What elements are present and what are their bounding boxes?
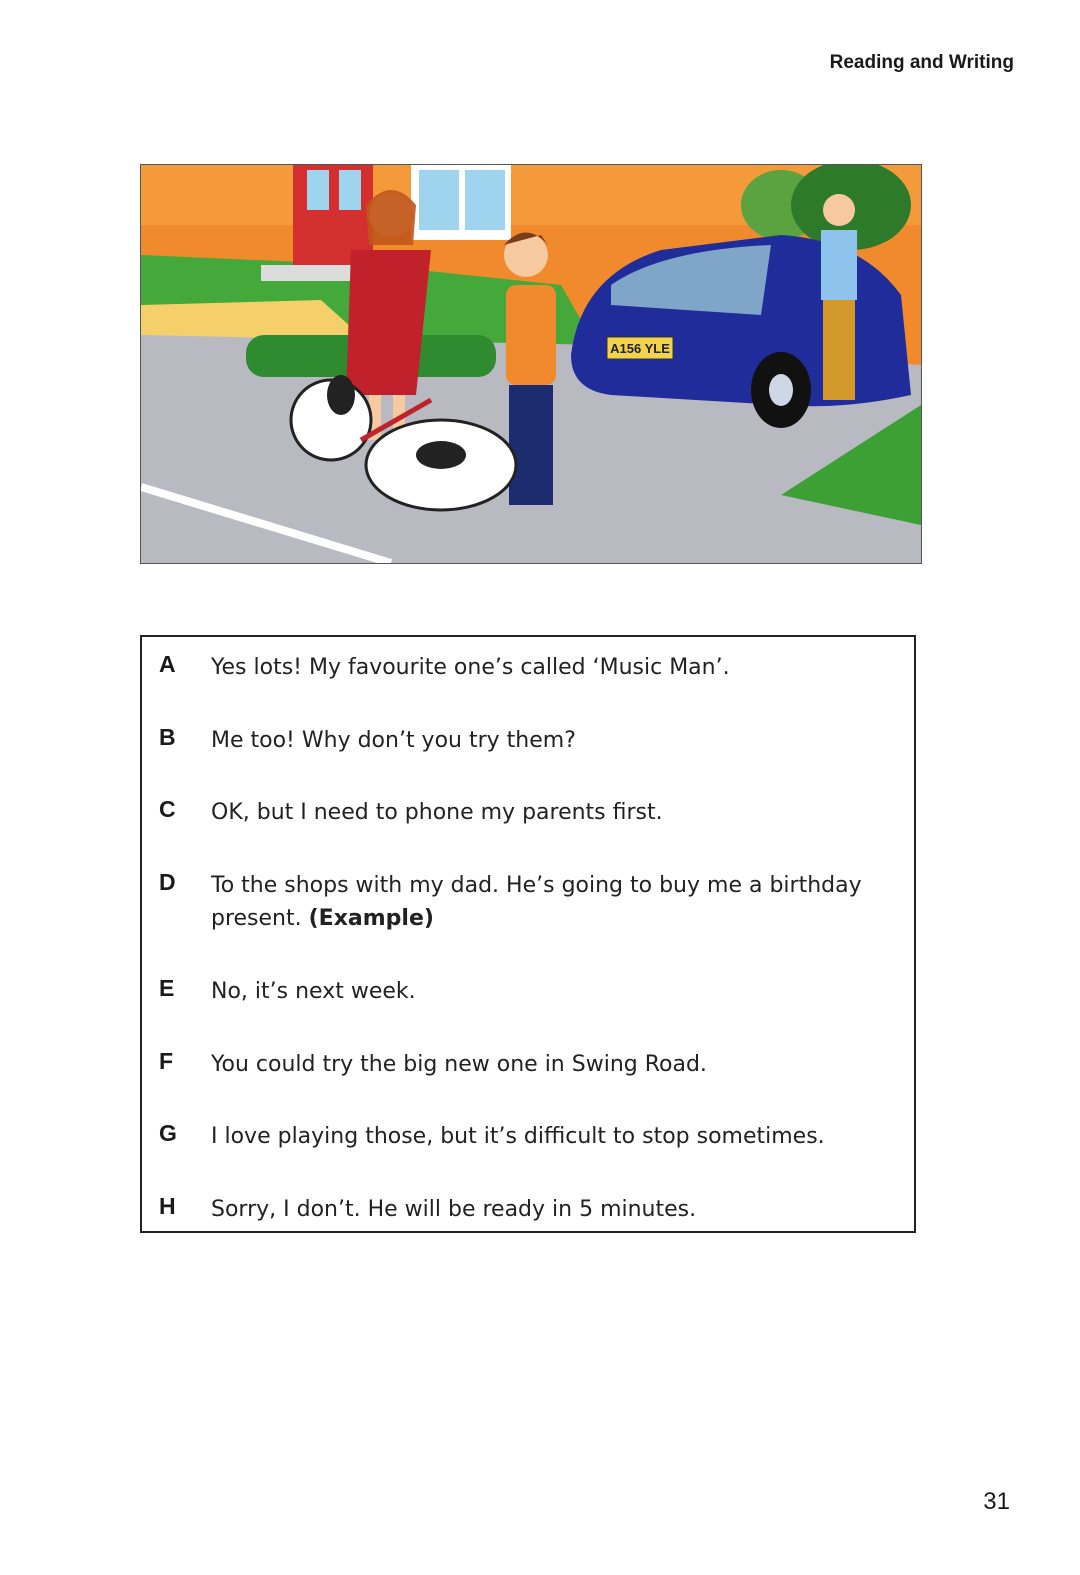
answer-letter: C xyxy=(159,796,176,822)
answer-text: Me too! Why don’t you try them? xyxy=(211,728,576,753)
answer-text: No, it’s next week. xyxy=(211,979,416,1004)
answer-letter: F xyxy=(159,1048,174,1074)
answer-text-body: To the shops with my dad. He’s going to buy me a birthday present. xyxy=(211,873,862,931)
answer-text: You could try the big new one in Swing Road. xyxy=(211,1052,707,1077)
license-plate: A156 YLE xyxy=(610,341,670,356)
answer-letter: B xyxy=(159,724,176,750)
section-header: Reading and Writing xyxy=(829,52,1014,73)
answer-text xyxy=(211,869,891,935)
answer-letter: E xyxy=(159,975,175,1001)
answer-letter: H xyxy=(159,1193,176,1219)
answers-box xyxy=(140,635,916,1233)
example-note: (Example) xyxy=(308,906,434,931)
scene-illustration xyxy=(140,164,922,564)
answer-text: OK, but I need to phone my parents first. xyxy=(211,800,663,825)
answer-letter: D xyxy=(159,869,176,895)
answer-text: I love playing those, but it’s difficult to stop sometimes. xyxy=(211,1124,825,1149)
answer-letter: G xyxy=(159,1120,177,1146)
page-number: 31 xyxy=(983,1488,1010,1515)
answer-text: Sorry, I don’t. He will be ready in 5 minutes. xyxy=(211,1197,697,1222)
answer-text: Yes lots! My favourite one’s called ‘Music Man’. xyxy=(211,655,730,680)
answer-letter: A xyxy=(159,651,176,677)
